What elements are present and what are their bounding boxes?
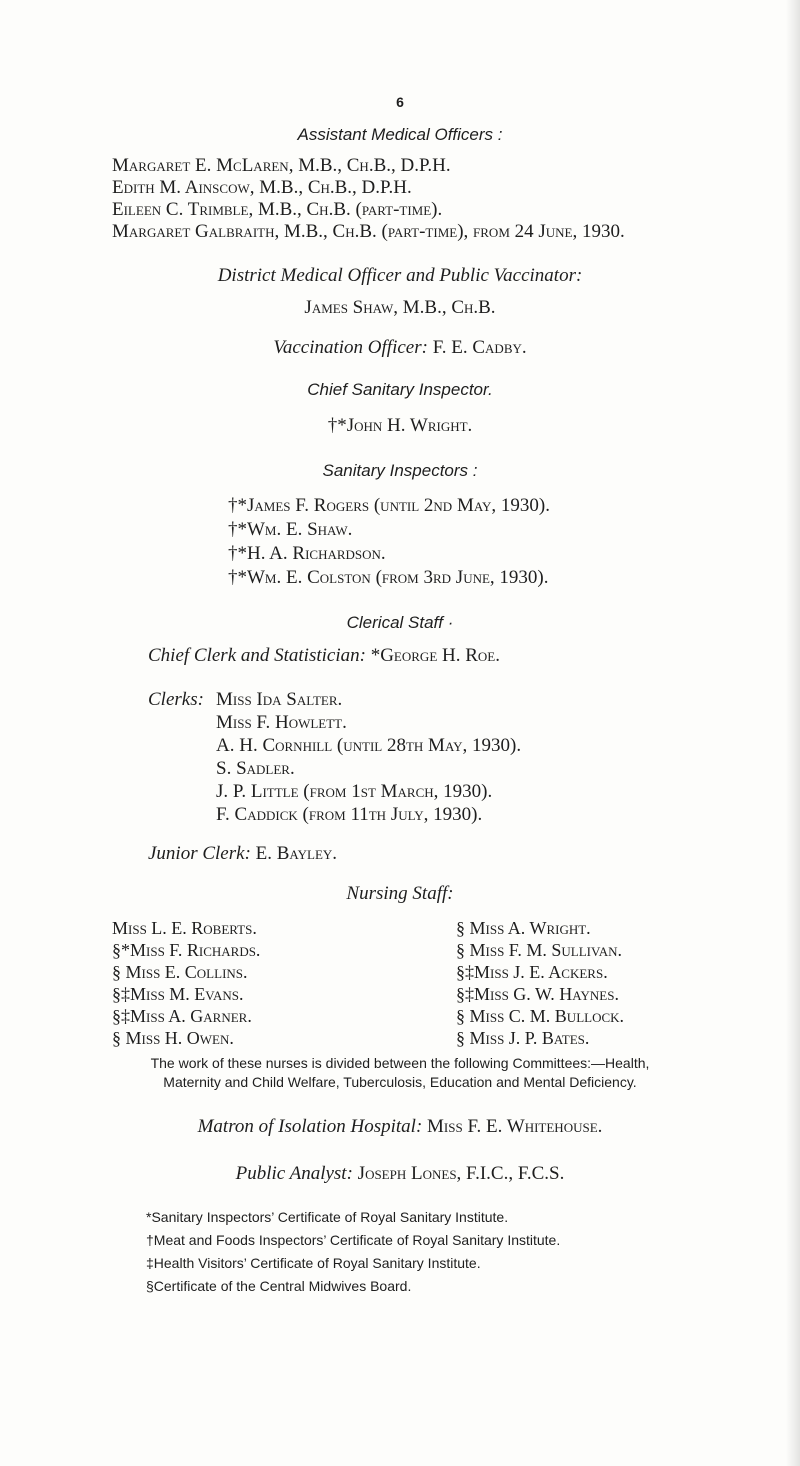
nurse-name: § Miss E. Collins. (112, 962, 248, 982)
matron-name: Miss F. E. Whitehouse. (427, 1116, 603, 1137)
sanitary-inspector-name: †*Wm. E. Colston (from 3rd June, 1930). (228, 567, 549, 588)
nurse-name: §‡Miss A. Garner. (112, 1006, 252, 1026)
assistant-medical-officers-heading: Assistant Medical Officers : (297, 125, 503, 144)
junior-clerk-name: E. Bayley. (255, 843, 338, 864)
nursing-note-line2: Maternity and Child Welfare, Tuberculosis, Education and Mental Deficiency. (163, 1074, 637, 1090)
clerk-name: Miss Ida Salter. (216, 689, 343, 710)
chief-clerk-label: Chief Clerk and Statistician: (148, 645, 366, 666)
nurse-name: §‡Miss G. W. Haynes. (456, 984, 619, 1004)
public-analyst-line (0, 1164, 800, 1183)
page-number: 6 (396, 94, 404, 110)
chief-sanitary-inspector-name: †*John H. Wright. (327, 415, 473, 436)
clerk-name: J. P. Little (from 1st March, 1930). (216, 781, 493, 802)
clerk-name: F. Caddick (from 11th July, 1930). (216, 804, 483, 825)
page-edge-shadow (786, 0, 800, 1466)
chief-clerk-line (148, 646, 500, 665)
clerk-name: Miss F. Howlett. (216, 712, 347, 733)
officer-name: Margaret Galbraith, M.B., Ch.B. (part-time), from 24 June, 1930. (112, 221, 625, 242)
nurse-name: § Miss F. M. Sullivan. (456, 940, 622, 960)
sanitary-inspector-name: †*Wm. E. Shaw. (228, 519, 353, 540)
nursing-note-line1: The work of these nurses is divided between the following Committees:—Health, (150, 1055, 650, 1071)
clerk-name: S. Sadler. (216, 758, 295, 779)
matron-label: Matron of Isolation Hospital: (197, 1116, 423, 1137)
junior-clerk-line (148, 844, 337, 863)
chief-clerk-name: *George H. Roe. (370, 645, 500, 666)
nurse-name: § Miss C. M. Bullock. (456, 1006, 625, 1026)
clerk-name: A. H. Cornhill (until 28th May, 1930). (216, 735, 522, 756)
nurse-name: § Miss J. P. Bates. (456, 1028, 590, 1048)
nurse-name: §‡Miss M. Evans. (112, 984, 244, 1004)
sanitary-inspector-name: †*James F. Rogers (until 2nd May, 1930). (228, 495, 550, 516)
footnote: †Meat and Foods Inspectors’ Certificate of Royal Sanitary Institute. (146, 1232, 561, 1248)
sanitary-inspector-name: †*H. A. Richardson. (228, 543, 386, 564)
nurse-name: § Miss A. Wright. (456, 918, 591, 938)
clerks-label: Clerks: (148, 689, 204, 710)
public-analyst-label: Public Analyst: (235, 1163, 353, 1184)
district-medical-officer-name: James Shaw, M.B., Ch.B. (304, 297, 496, 318)
chief-sanitary-inspector-heading: Chief Sanitary Inspector. (307, 380, 493, 399)
public-analyst-name: Joseph Lones, F.I.C., F.C.S. (357, 1163, 565, 1184)
sanitary-inspectors-heading: Sanitary Inspectors : (322, 461, 478, 480)
district-medical-officer-heading: District Medical Officer and Public Vaccinator: (217, 265, 583, 286)
nursing-staff-heading: Nursing Staff: (346, 883, 454, 904)
nurse-name: §‡Miss J. E. Ackers. (456, 962, 608, 982)
matron-line (0, 1117, 800, 1136)
footnote: ‡Health Visitors’ Certificate of Royal Sanitary Institute. (146, 1255, 481, 1271)
junior-clerk-label: Junior Clerk: (148, 843, 251, 864)
footnote: *Sanitary Inspectors’ Certificate of Royal Sanitary Institute. (146, 1209, 509, 1225)
vaccination-officer-label: Vaccination Officer: (273, 337, 428, 358)
clerical-staff-heading: Clerical Staff · (346, 613, 454, 632)
officer-name: Eileen C. Trimble, M.B., Ch.B. (part-time). (112, 199, 443, 220)
vaccination-officer-name: F. E. Cadby. (432, 337, 527, 358)
officer-name: Edith M. Ainscow, M.B., Ch.B., D.P.H. (112, 177, 412, 198)
officer-name: Margaret E. McLaren, M.B., Ch.B., D.P.H. (112, 155, 451, 176)
footnote: §Certificate of the Central Midwives Board. (146, 1278, 412, 1294)
nurse-name: §*Miss F. Richards. (112, 940, 261, 960)
vaccination-officer-line (0, 338, 800, 357)
nurse-name: § Miss H. Owen. (112, 1028, 234, 1048)
nurse-name: Miss L. E. Roberts. (112, 918, 257, 938)
